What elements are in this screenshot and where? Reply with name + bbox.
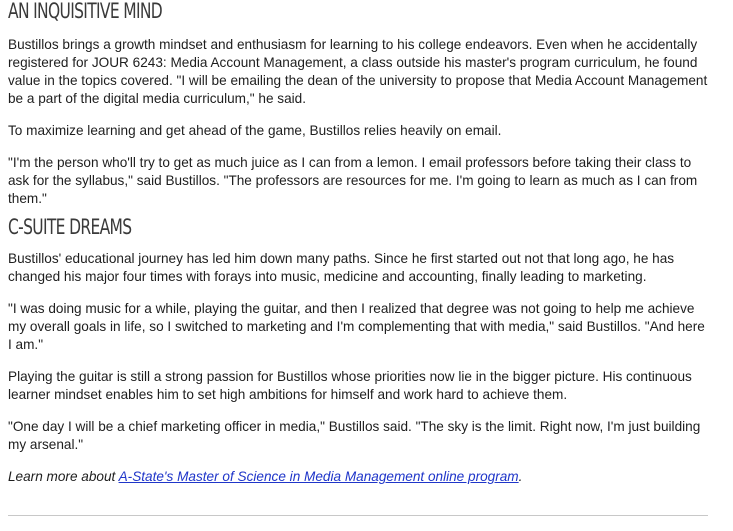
section-heading-inquisitive-mind: AN INQUISITIVE MIND — [8, 0, 163, 23]
divider — [8, 515, 708, 516]
paragraph: To maximize learning and get ahead of the game, Bustillos relies heavily on email. — [8, 123, 502, 138]
paragraph: Playing the guitar is still a strong passion for Bustillos whose priorities now lie in the bigger picture. His continuous learner mindset enables him to set high ambitions for himself and work hard to achieve them. — [8, 369, 692, 402]
paragraph: Bustillos brings a growth mindset and enthusiasm for learning to his college endeavors. Even when he accidentally registered for JOUR 6243: Media Account Management, a class outside his master's program curriculum, he found value in the topics covered. "I will be emailing the dean of the university to propose that Media Account Management be a part of the digital media curriculum," he said. — [8, 37, 708, 106]
learn-more-prefix: Learn more about — [8, 469, 119, 484]
learn-more-suffix: . — [518, 469, 523, 484]
paragraph: "I'm the person who'll try to get as much juice as I can from a lemon. I email professors before taking their class to ask for the syllabus," said Bustillos. "The professors are resources for me. I'm going to learn as much as I can from them." — [8, 155, 698, 206]
program-link[interactable]: A-State's Master of Science in Media Management online program — [118, 469, 519, 484]
paragraph: "I was doing music for a while, playing the guitar, and then I realized that degree was not going to help me achieve my overall goals in life, so I switched to marketing and I'm complementing that with media," said Bustillos. "And here I am." — [8, 301, 705, 352]
paragraph: Bustillos' educational journey has led him down many paths. Since he first started out not that long ago, he has changed his major four times with forays into music, medicine and accounting, finally leading to marketing. — [8, 251, 675, 284]
article-body — [8, 0, 708, 486]
paragraph: "One day I will be a chief marketing officer in media," Bustillos said. "The sky is the limit. Right now, I'm just building my arsenal." — [8, 419, 701, 452]
learn-more-line — [8, 468, 708, 486]
section-heading-c-suite-dreams: C-SUITE DREAMS — [8, 215, 132, 239]
